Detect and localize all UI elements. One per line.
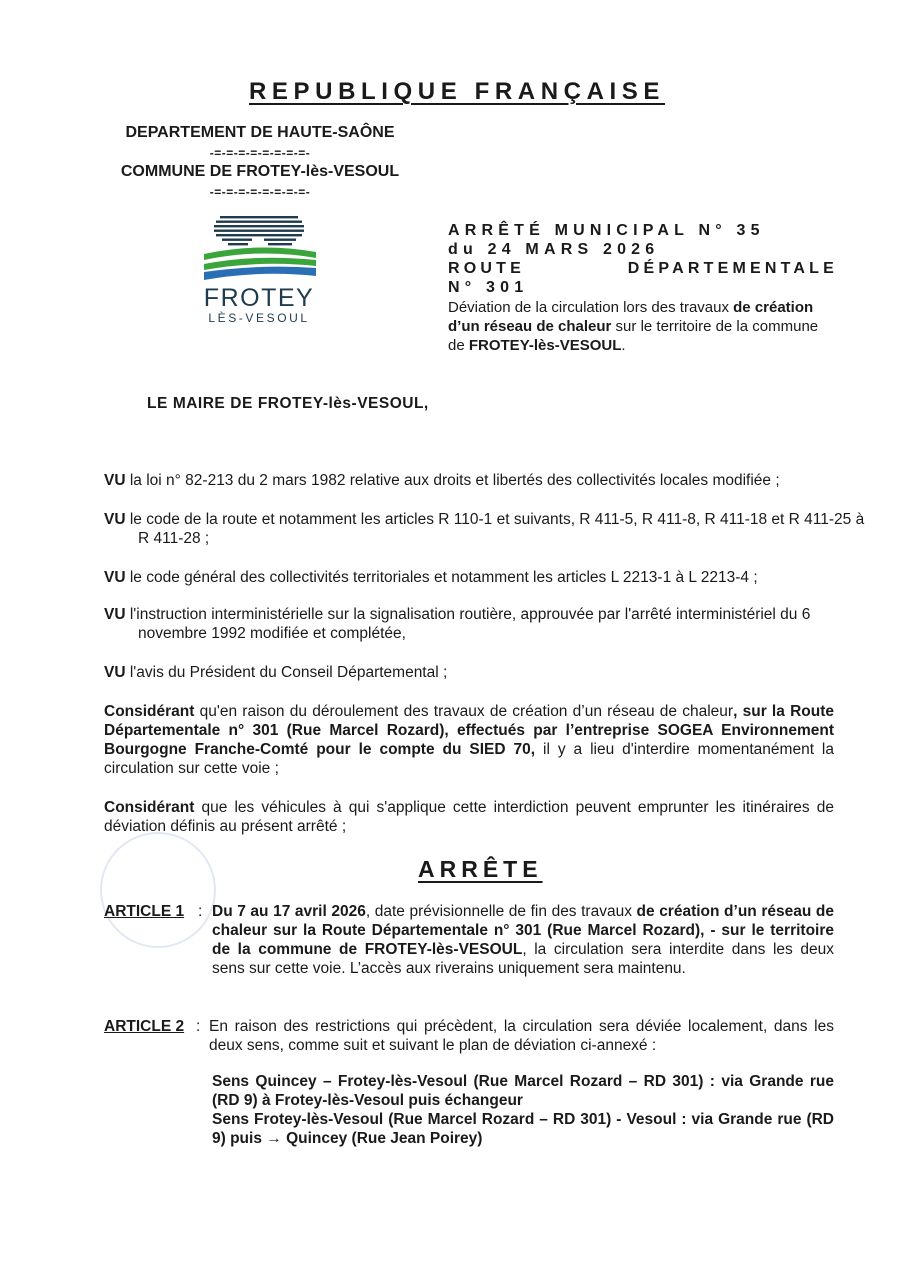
visa-1: VU la loi n° 82-213 du 2 mars 1982 relative aux droits et libertés des collectivités locales modifiée ; <box>104 472 780 489</box>
republic-title: REPUBLIQUE FRANÇAISE <box>249 78 666 105</box>
article-2-label: ARTICLE 2 <box>104 1018 185 1035</box>
article-2: ARTICLE 2 : En raison des restrictions qui précèdent, la circulation sera déviée localement, dans les deux sens, comme suit et suivant le plan de déviation ci-annexé : Sens Quincey – Frotey-lès-Vesoul (Rue Marcel Rozard – RD 301) : via Grande rue (RD 9) à Frotey-lès-Vesoul puis échangeur Sens Frotey-lès-Vesoul (Rue Marcel Rozard – RD 301) - Vesoul : via Grande rue (RD 9) puis → Quincey (Rue Jean Poirey) <box>104 1018 834 1147</box>
separator-1: -=-=-=-=-=-=-=-=- <box>209 146 311 160</box>
arrete-road: ROUTE DÉPARTEMENTALE <box>448 260 838 277</box>
article-2-route-1: Sens Quincey – Frotey-lès-Vesoul (Rue Marcel Rozard – RD 301) : via Grande rue (RD 9) à Frotey-lès-Vesoul puis échangeur <box>212 1073 834 1109</box>
logo-emblem-icon <box>200 212 320 284</box>
separator-2: -=-=-=-=-=-=-=-=- <box>209 185 311 199</box>
arrete-date: du 24 MARS 2026 <box>448 241 660 258</box>
article-1-label: ARTICLE 1 <box>104 903 185 920</box>
article-1-body: Du 7 au 17 avril 2026, date prévisionnelle de fin des travaux de création d’un réseau de chaleur sur la Route Départementale n° 301 (Rue Marcel Rozard), - sur le territoire de la commune de FROTEY-lès-VESOUL, la circulation sera interdite dans les deux sens sur cette voie. L’accès aux riverains uniquement sera maintenu. <box>212 903 834 977</box>
commune-name: COMMUNE DE FROTEY-lès-VESOUL <box>120 163 400 180</box>
logo-subtitle: LÈS-VESOUL <box>208 311 310 325</box>
visa-5: VU l'avis du Président du Conseil Départemental ; <box>104 664 448 681</box>
visa-3: VU le code général des collectivités territoriales et notamment les articles L 2213-1 à L 2213-4 ; <box>104 569 758 586</box>
article-1: ARTICLE 1 : Du 7 au 17 avril 2026, date prévisionnelle de fin des travaux de création d’un réseau de chaleur sur la Route Départementale n° 301 (Rue Marcel Rozard), - sur le territoire de la commune de FROTEY-lès-VESOUL, la circulation sera interdite dans les deux sens sur cette voie. L’accès aux riverains uniquement sera maintenu. <box>104 903 834 977</box>
article-2-route-2: Sens Frotey-lès-Vesoul (Rue Marcel Rozard – RD 301) - Vesoul : via Grande rue (RD 9) puis → Quincey (Rue Jean Poirey) <box>212 1111 834 1147</box>
mayor-heading: LE MAIRE DE FROTEY-lès-VESOUL, <box>147 395 429 412</box>
visa-2: VU le code de la route et notamment les articles R 110-1 et suivants, R 411-5, R 411-8, R 411-18 et R 411-25 à R 411-28 ; <box>104 511 865 547</box>
arrete-description: Déviation de la circulation lors des travaux de création d’un réseau de chaleur sur le territoire de la commune de FROTEY-lès-VESOUL. <box>448 299 819 354</box>
arrete-title: ARRÊTE <box>418 856 543 882</box>
considerant-2: Considérant que les véhicules à qui s'applique cette interdiction peuvent emprunter les itinéraires de déviation définis au présent arrêté ; <box>104 799 834 835</box>
visa-4: VU l'instruction interministérielle sur la signalisation routière, approuvée par l'arrêté interministériel du 6 novembre 1992 modifiée et complétée, <box>104 606 811 642</box>
logo-name: FROTEY <box>203 284 315 312</box>
arrete-road-number: N° 301 <box>448 279 529 296</box>
department-name: DEPARTEMENT DE HAUTE-SAÔNE <box>125 124 395 141</box>
considerant-1: Considérant qu'en raison du déroulement des travaux de création d’un réseau de chaleur, sur la Route Départementale n° 301 (Rue Marcel Rozard), effectués par l’entreprise SOGEA Environnement Bourgogne Franche-Comté pour le compte du SIED 70, il y a lieu d'interdire momentanément la circulation sur cette voie ; <box>104 703 834 777</box>
article-2-body: En raison des restrictions qui précèdent, la circulation sera déviée localement, dans les deux sens, comme suit et suivant le plan de déviation ci-annexé : <box>209 1018 834 1054</box>
arrete-heading <box>448 221 838 355</box>
commune-logo <box>200 212 320 324</box>
arrete-number: ARRÊTÉ MUNICIPAL N° 35 <box>448 222 765 239</box>
